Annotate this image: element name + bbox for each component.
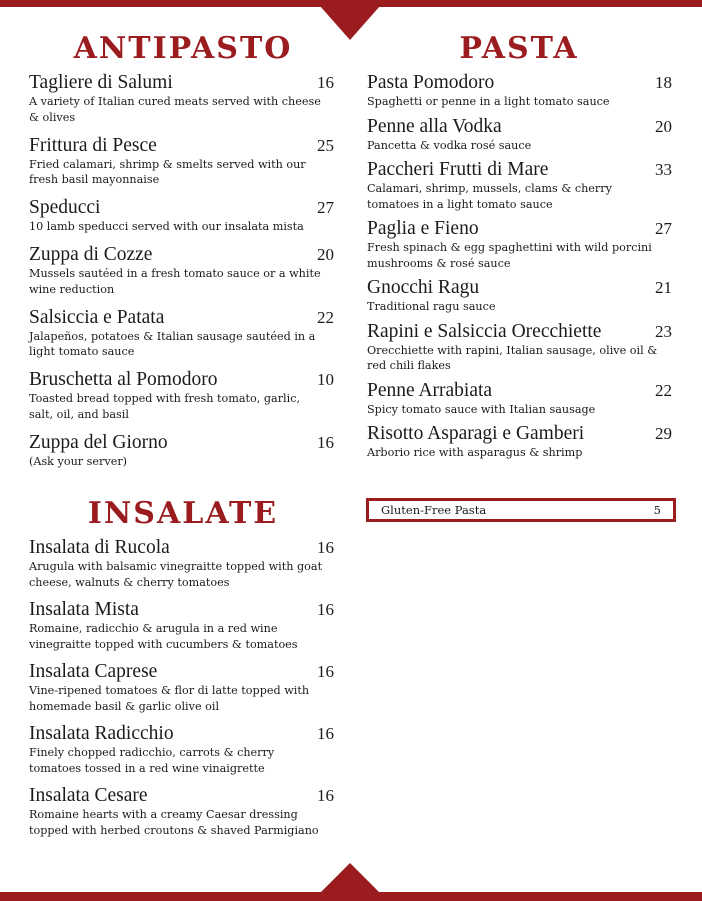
menu-item-name: Speducci [29, 197, 101, 218]
menu-item-header [29, 537, 334, 559]
menu-item [29, 244, 334, 297]
menu-item [29, 537, 334, 590]
menu-item [29, 307, 334, 360]
menu-item-price: 23 [655, 321, 672, 341]
menu-item-name: Insalata Caprese [29, 661, 158, 682]
menu-item-name: Tagliere di Salumi [29, 72, 173, 93]
menu-item [29, 135, 334, 188]
menu-item-name: Penne alla Vodka [367, 115, 502, 137]
menu-item-header [29, 307, 334, 329]
menu-item-description: Romaine, radicchio & arugula in a red wine vinegraitte topped with cucumbers & tomatoes [29, 622, 298, 651]
menu-item-description: Finely chopped radicchio, carrots & cherry tomatoes tossed in a red wine vinaigrette [29, 746, 275, 775]
menu-item-description: Romaine hearts with a creamy Caesar dressing topped with herbed croutons & shaved Parmigiano [29, 808, 319, 837]
menu-item-price: 16 [317, 73, 334, 92]
menu-item-description: Jalapeños, potatoes & Italian sausage sautéed in a light tomato sauce [29, 329, 316, 358]
menu-item-price: 16 [317, 600, 334, 619]
gluten-free-pasta-box [366, 498, 676, 522]
menu-item [29, 661, 334, 714]
menu-item-header [29, 369, 334, 391]
menu-item-name: Pasta Pomodoro [367, 72, 495, 93]
menu-item-price: 29 [655, 424, 672, 443]
menu-item [367, 380, 672, 418]
menu-item-price: 21 [655, 278, 672, 297]
menu-item [29, 432, 334, 470]
menu-item [367, 218, 672, 271]
menu-item-header [367, 423, 672, 445]
menu-item-description: Toasted bread topped with fresh tomato, garlic, salt, oil, and basil [29, 392, 301, 421]
menu-item [367, 116, 672, 154]
menu-item-header [367, 321, 672, 343]
menu-item-description: Mussels sautéed in a fresh tomato sauce or a white wine reduction [29, 267, 321, 296]
menu-item-header [29, 135, 334, 157]
menu-item-name: Insalata Radicchio [29, 723, 174, 744]
section-title-antipasto: ANTIPASTO [73, 31, 293, 66]
menu-item-name: Insalata Mista [29, 599, 139, 620]
menu-item [29, 72, 334, 125]
menu-item-price: 16 [317, 662, 334, 681]
menu-item-header [367, 159, 672, 181]
menu-item-description: Pancetta & vodka rosé sauce [367, 138, 532, 152]
menu-item [367, 72, 672, 110]
menu-item-description: Arugula with balsamic vinegraitte topped with goat cheese, walnuts & cherry tomatoes [29, 560, 323, 589]
menu-item-name: Rapini e Salsiccia Orecchiette [367, 320, 602, 342]
menu-item-description: Spaghetti or penne in a light tomato sauce [367, 95, 610, 108]
menu-item-price: 16 [317, 724, 334, 743]
bottom-border [0, 892, 702, 901]
antipasto-section [29, 72, 334, 479]
insalate-section [29, 537, 334, 847]
menu-item-name: Insalata Cesare [29, 785, 148, 806]
menu-item [29, 785, 334, 838]
menu-item-header [367, 380, 672, 402]
menu-item-name: Gnocchi Ragu [367, 277, 480, 298]
menu-item-header [29, 599, 334, 621]
pasta-section [367, 72, 672, 467]
menu-item [29, 599, 334, 652]
menu-item-price: 27 [317, 198, 334, 217]
menu-item-header [29, 661, 334, 683]
section-title-pasta: PASTA [459, 31, 579, 66]
menu-item-description: Fresh spinach & egg spaghettini with wild porcini mushrooms & rosé sauce [367, 241, 652, 270]
menu-item-price: 25 [317, 135, 334, 155]
menu-item-name: Penne Arrabiata [367, 379, 493, 401]
menu-item-price: 27 [655, 219, 672, 238]
menu-item-name: Insalata di Rucola [29, 537, 170, 558]
menu-item-price: 18 [655, 73, 672, 92]
menu-item [29, 369, 334, 422]
menu-item-name: Paccheri Frutti di Mare [367, 159, 549, 180]
menu-item-header [367, 72, 672, 94]
menu-item [29, 723, 334, 776]
menu-item [29, 197, 334, 235]
menu-item-price: 10 [317, 370, 334, 389]
section-title-insalate: INSALATE [87, 496, 279, 531]
menu-item-header [29, 723, 334, 745]
menu-item-description: Vine-ripened tomatoes & flor di latte topped with homemade basil & garlic olive oil [29, 684, 310, 713]
menu-item-header [29, 244, 334, 266]
menu-item-header [367, 277, 672, 299]
menu-item-price: 20 [655, 116, 672, 136]
menu-item-description: Spicy tomato sauce with Italian sausage [367, 402, 596, 416]
menu-item-price: 33 [655, 160, 672, 179]
menu-item-name: Zuppa del Giorno [29, 431, 168, 453]
menu-item-description: Traditional ragu sauce [367, 300, 496, 313]
menu-item-description: 10 lamb speducci served with our insalata mista [29, 220, 304, 233]
menu-item-name: Zuppa di Cozze [29, 244, 153, 265]
menu-item-price: 16 [317, 432, 334, 452]
menu-item-price: 22 [655, 380, 672, 400]
menu-item-header [29, 197, 334, 219]
menu-item [367, 321, 672, 374]
menu-item-name: Frittura di Pesce [29, 134, 157, 156]
menu-item-name: Salsiccia e Patata [29, 306, 165, 328]
menu-item-description: Arborio rice with asparagus & shrimp [367, 446, 583, 459]
menu-item-header [29, 72, 334, 94]
menu-item-name: Bruschetta al Pomodoro [29, 369, 218, 390]
menu-item-description: Orecchiette with rapini, Italian sausage, olive oil & red chili flakes [367, 343, 658, 372]
menu-item-header [29, 432, 334, 454]
menu-item-name: Risotto Asparagi e Gamberi [367, 423, 585, 444]
menu-item-price: 16 [317, 786, 334, 805]
menu-item-price: 22 [317, 307, 334, 327]
menu-item-header [367, 218, 672, 240]
menu-item [367, 277, 672, 315]
menu-item [367, 423, 672, 461]
menu-item-description: Calamari, shrimp, mussels, clams & cherry tomatoes in a light tomato sauce [367, 182, 612, 211]
menu-item-description: A variety of Italian cured meats served with cheese & olives [29, 95, 321, 124]
menu-item-header [29, 785, 334, 807]
menu-item-description: Fried calamari, shrimp & smelts served with our fresh basil mayonnaise [29, 157, 306, 186]
menu-item-description: (Ask your server) [29, 454, 128, 468]
menu-item-price: 16 [317, 538, 334, 557]
gluten-free-label: Gluten-Free Pasta [381, 503, 487, 517]
bottom-decorative-notch [320, 863, 380, 893]
menu-item [367, 159, 672, 212]
menu-item-price: 20 [317, 245, 334, 264]
gluten-free-price: 5 [653, 503, 661, 517]
menu-item-name: Paglia e Fieno [367, 218, 479, 239]
menu-item-header [367, 116, 672, 138]
